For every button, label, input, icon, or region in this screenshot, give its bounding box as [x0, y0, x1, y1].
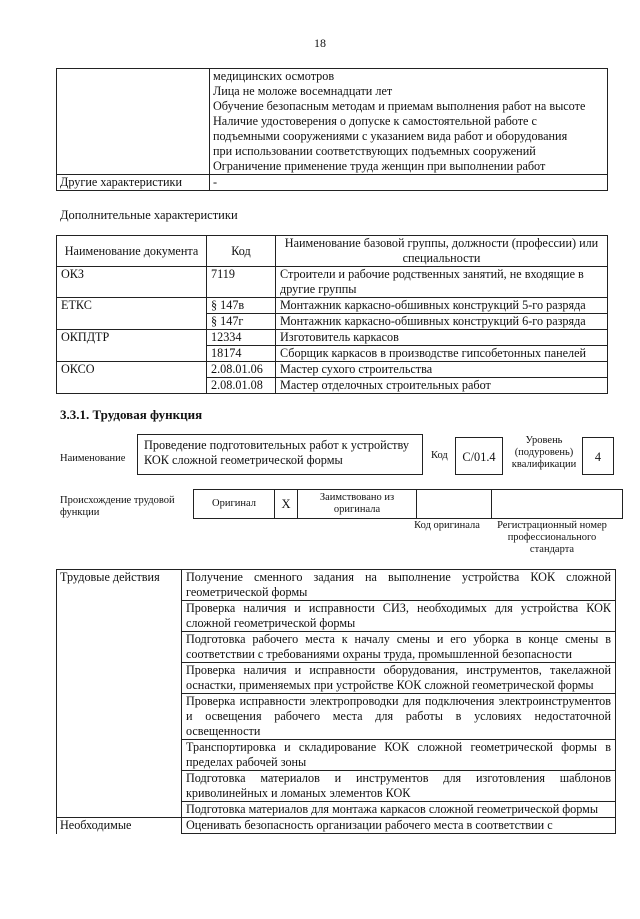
name-cell: Строители и рабочие родственных занятий, не входящие в другие группы [276, 267, 608, 298]
label-spacer [57, 632, 182, 663]
requirement-line: Обучение безопасным методам и приемам выполнения работ на высоте [213, 99, 586, 113]
action-cell: Проверка наличия и исправности оборудования, инструментов, такелажной оснастки, применяемых при устройстве КОК сложной геометрической формы [182, 663, 616, 694]
requirement-line: медицинских осмотров [213, 69, 335, 83]
additional-characteristics-table [56, 235, 608, 394]
other-characteristics-label: Другие характеристики [57, 175, 210, 191]
action-cell: Проверка исправности электропроводки для подключения электроинструментов и освещения рабочего места для работы в условиях недостаточной освещенности [182, 694, 616, 740]
code-cell: 18174 [207, 346, 276, 362]
code-cell: 2.08.01.06 [207, 362, 276, 378]
action-cell: Проверка наличия и исправности СИЗ, необходимых для устройства КОК сложной геометрической формы [182, 601, 616, 632]
section-title: 3.3.1. Трудовая функция [60, 407, 203, 422]
code-box: С/01.4 [455, 437, 503, 475]
label-spacer [57, 740, 182, 771]
code-original-label: Код оригинала [414, 520, 480, 531]
function-name-box: Проведение подготовительных работ к устройству КОК сложной геометрической формы [137, 434, 423, 475]
table-row [57, 601, 616, 632]
function-name-label: Наименование [60, 453, 126, 464]
reg-number-cell [492, 490, 623, 519]
table-row [57, 771, 616, 802]
original-mark: X [275, 490, 298, 519]
original-label: Оригинал [194, 490, 275, 519]
doc-cell: ОКСО [57, 362, 207, 394]
header-document: Наименование документа [57, 236, 207, 267]
doc-cell: ОКЗ [57, 267, 207, 298]
table-row [57, 362, 608, 378]
code-cell: § 147в [207, 298, 276, 314]
name-cell: Монтажник каркасно-обшивных конструкций 6-го разряда [276, 314, 608, 330]
code-label: Код [431, 450, 448, 461]
doc-cell: ОКПДТР [57, 330, 207, 362]
code-cell: 2.08.01.08 [207, 378, 276, 394]
additional-characteristics-title: Дополнительные характеристики [60, 208, 238, 222]
level-label: Уровень (подуровень) квалификации [511, 435, 577, 470]
name-cell: Мастер сухого строительства [276, 362, 608, 378]
table-row [57, 267, 608, 298]
table-row [57, 802, 616, 818]
code-cell: 12334 [207, 330, 276, 346]
doc-cell: ЕТКС [57, 298, 207, 330]
table-row [57, 740, 616, 771]
name-cell: Изготовитель каркасов [276, 330, 608, 346]
label-spacer [57, 663, 182, 694]
action-cell: Получение сменного задания на выполнение устройства КОК сложной геометрической формы [182, 570, 616, 601]
page-number: 18 [314, 36, 326, 50]
label-spacer [57, 771, 182, 802]
action-cell: Подготовка рабочего места к началу смены и его уборка в конце смены в соответствии с требованиями охраны труда, промышленной безопасности [182, 632, 616, 663]
action-cell: Подготовка материалов для монтажа каркасов сложной геометрической формы [182, 802, 616, 818]
table-row [57, 694, 616, 740]
requirement-line: Наличие удостоверения о допуске к самостоятельной работе с [213, 114, 537, 128]
origin-label: Происхождение трудовой функции [60, 495, 175, 518]
label-spacer [57, 694, 182, 740]
action-cell: Подготовка материалов и инструментов для изготовления шаблонов криволинейных и ломаных элементов КОК [182, 771, 616, 802]
requirements-cell [210, 69, 608, 175]
labor-actions-table [56, 569, 616, 834]
code-cell: 7119 [207, 267, 276, 298]
reg-number-label: Регистрационный номер профессионального стандарта [497, 520, 607, 555]
labor-actions-label: Трудовые действия [57, 570, 182, 601]
requirements-table [56, 68, 608, 191]
header-code: Код [207, 236, 276, 267]
table-row [57, 298, 608, 314]
level-box: 4 [582, 437, 614, 475]
necessary-label: Необходимые [57, 818, 182, 834]
action-cell: Транспортировка и складирование КОК сложной геометрической формы в пределах рабочей зоны [182, 740, 616, 771]
table-row [57, 330, 608, 346]
origin-table [193, 489, 623, 519]
necessary-cell: Оценивать безопасность организации рабочего места в соответствии с [182, 818, 616, 834]
table-row [57, 632, 616, 663]
requirement-line: Лица не моложе восемнадцати лет [213, 84, 393, 98]
code-original-cell [417, 490, 492, 519]
name-cell: Мастер отделочных строительных работ [276, 378, 608, 394]
requirement-line: подъемными сооружениями с указанием вида работ и оборудования [213, 129, 568, 143]
name-cell: Монтажник каркасно-обшивных конструкций 5-го разряда [276, 298, 608, 314]
requirements-label-cell [57, 69, 210, 175]
borrowed-label: Заимствовано из оригинала [298, 490, 417, 519]
table-row [57, 818, 616, 834]
table-row [57, 570, 616, 601]
code-cell: § 147г [207, 314, 276, 330]
name-cell: Сборщик каркасов в производстве гипсобетонных панелей [276, 346, 608, 362]
label-spacer [57, 601, 182, 632]
requirement-line: Ограничение применение труда женщин при выполнении работ [213, 159, 546, 173]
table-row [57, 663, 616, 694]
other-characteristics-value: - [210, 175, 608, 191]
requirement-line: при использовании соответствующих подъемных сооружений [213, 144, 536, 158]
header-name: Наименование базовой группы, должности (профессии) или специальности [276, 236, 608, 267]
label-spacer [57, 802, 182, 818]
